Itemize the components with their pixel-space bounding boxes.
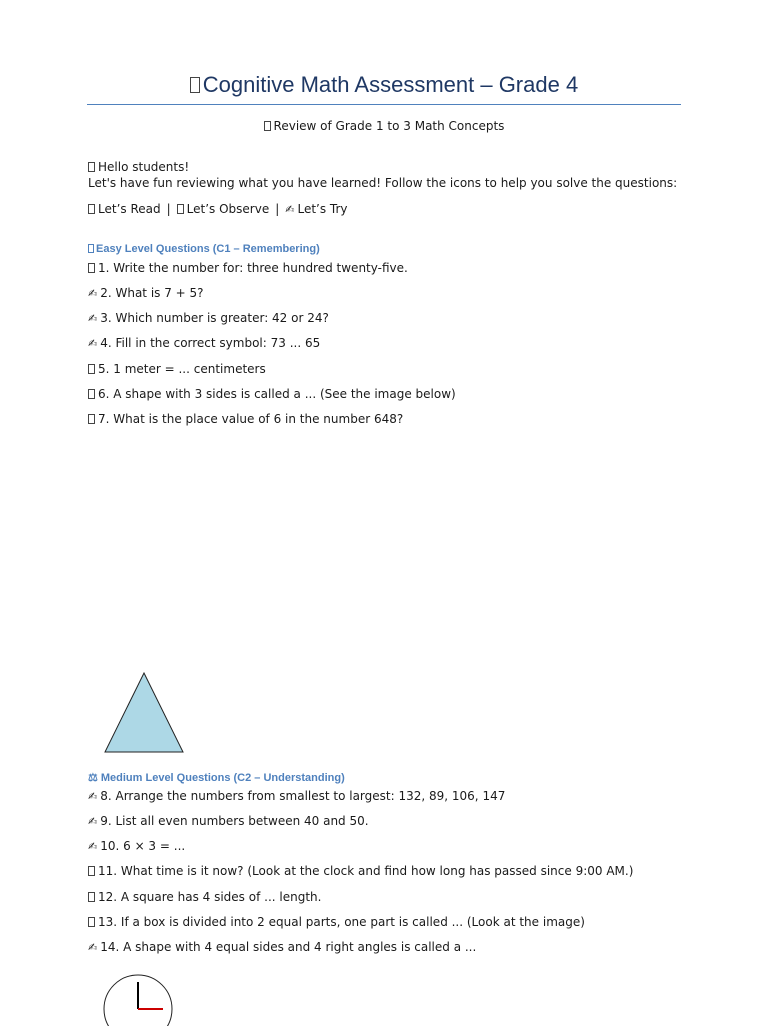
eye-icon: [177, 204, 184, 214]
medium-section-heading: [88, 771, 345, 785]
pencil-icon: ✍: [285, 203, 295, 216]
pencil-icon: ✍: [88, 840, 98, 853]
question-item: [88, 889, 321, 905]
easy-heading-text: Easy Level Questions (C1 – Remembering): [96, 243, 320, 255]
greeting: [88, 159, 189, 175]
page-subtitle: [87, 118, 681, 134]
icon-legend: [88, 201, 348, 218]
pencil-icon: ✍: [88, 312, 98, 325]
pencil-icon: ✍: [88, 337, 98, 350]
question-item: [88, 788, 505, 805]
medium-heading-text: Medium Level Questions (C2 – Understanding): [100, 772, 345, 784]
question-item: [88, 411, 403, 427]
triangle-image: [104, 672, 185, 754]
triangle-shape: [104, 672, 185, 754]
subtitle-text: Review of Grade 1 to 3 Math Concepts: [273, 119, 505, 133]
eye-icon: [88, 389, 95, 399]
intro-text: Let's have fun reviewing what you have learned! Follow the icons to help you solve the questions:: [88, 176, 678, 190]
question-text: 10. 6 × 3 = ...: [100, 839, 186, 853]
legend-separator: |: [275, 202, 280, 216]
easy-section-heading: [88, 242, 320, 256]
worksheet-page: [87, 0, 681, 1024]
question-item: [88, 310, 329, 327]
clock-image: [103, 974, 175, 1026]
question-text: 1. Write the number for: three hundred twenty-five.: [98, 261, 408, 275]
question-text: 2. What is 7 + 5?: [100, 286, 204, 300]
question-text: 3. Which number is greater: 42 or 24?: [100, 311, 329, 325]
question-text: 6. A shape with 3 sides is called a ... (See the image below): [98, 387, 456, 401]
question-text: 14. A shape with 4 equal sides and 4 right angles is called a ...: [100, 940, 477, 954]
question-item: [88, 813, 369, 830]
question-text: 4. Fill in the correct symbol: 73 ... 65: [100, 336, 321, 350]
pencil-icon: ✍: [88, 815, 98, 828]
placeholder-glyph-icon: [88, 244, 94, 253]
balance-scale-icon: ⚖: [88, 772, 98, 784]
greeting-text: Hello students!: [98, 160, 190, 174]
pencil-icon: ✍: [88, 941, 98, 954]
question-item: [88, 863, 633, 879]
question-text: 5. 1 meter = ... centimeters: [98, 362, 266, 376]
question-item: [88, 260, 408, 276]
pencil-icon: ✍: [88, 790, 98, 803]
question-item: [88, 914, 585, 930]
question-item: [88, 335, 320, 352]
question-text: 8. Arrange the numbers from smallest to largest: 132, 89, 106, 147: [100, 789, 506, 803]
book-icon: [88, 263, 95, 273]
book-icon: [88, 364, 95, 374]
legend-observe: Let’s Observe: [186, 202, 270, 216]
eye-icon: [88, 866, 95, 876]
title-text: Cognitive Math Assessment – Grade 4: [202, 72, 579, 97]
page-title: [87, 70, 681, 100]
placeholder-glyph-icon: [264, 121, 271, 131]
legend-separator: |: [166, 202, 171, 216]
question-text: 13. If a box is divided into 2 equal parts, one part is called ... (Look at the image): [98, 915, 585, 929]
wave-icon: [88, 162, 95, 172]
question-item: [88, 285, 204, 302]
question-text: 9. List all even numbers between 40 and 50.: [100, 814, 369, 828]
question-text: 12. A square has 4 sides of ... length.: [98, 890, 322, 904]
legend-try: Let’s Try: [297, 202, 348, 216]
book-icon: [88, 892, 95, 902]
placeholder-glyph-icon: [190, 77, 200, 93]
question-item: [88, 386, 456, 402]
legend-read: Let’s Read: [98, 202, 161, 216]
title-underline: [87, 104, 681, 105]
clock-face: [103, 974, 175, 1026]
book-icon: [88, 204, 95, 214]
question-item: [88, 838, 185, 855]
book-icon: [88, 414, 95, 424]
question-text: 11. What time is it now? (Look at the clock and find how long has passed since 9:00 AM.): [98, 864, 634, 878]
question-item: [88, 939, 476, 956]
question-text: 7. What is the place value of 6 in the number 648?: [98, 412, 404, 426]
eye-icon: [88, 917, 95, 927]
question-item: [88, 361, 266, 377]
pencil-icon: ✍: [88, 287, 98, 300]
